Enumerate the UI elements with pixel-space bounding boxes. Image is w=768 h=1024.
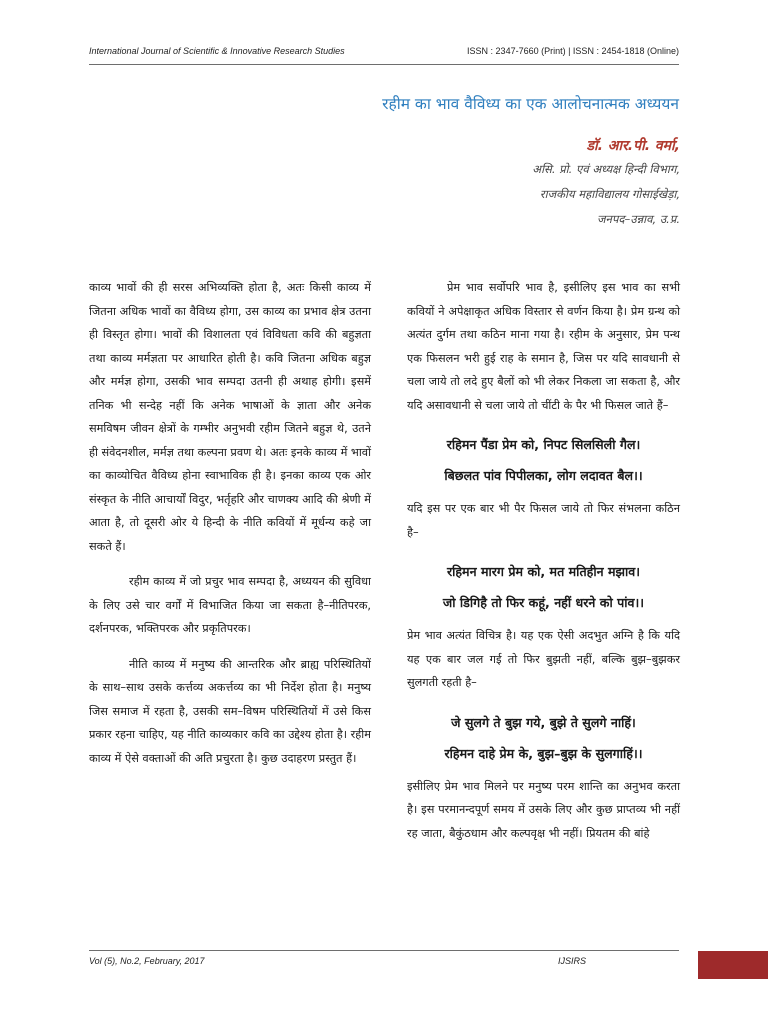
journal-name: International Journal of Scientific & Innovative Research Studies	[89, 46, 345, 56]
verse-line: रहिमन पैंडा प्रेम को, निपट सिलसिली गैल।	[446, 437, 641, 452]
author-affiliation-line: राजकीय महाविद्यालय गोसाईखेड़ा,	[539, 187, 680, 201]
footer-rule	[89, 950, 679, 951]
footer-color-bar	[698, 951, 768, 979]
verse-line: रहिमन मारग प्रेम को, मत मतिहीन मझाव।	[446, 564, 641, 579]
author-affiliation-line: असि. प्रो. एवं अध्यक्ष हिन्दी विभाग,	[532, 162, 680, 176]
body-paragraph: प्रेम भाव सर्वोपरि भाव है, इसीलिए इस भाव का सभी कवियों ने अपेक्षाकृत अधिक विस्तार से वर्णन किया है। प्रेम ग्रन्थ को अत्यंत दुर्गम तथा कठिन माना गया है। रहीम के अनुसार, प्रेम पन्थ एक फिसलन भरी हुई राह के समान है, जिस पर यदि सावधानी से चला जाये तो लदे हुए बैलों को भी लेकर निकला जा सकता है, और यदि असावधानी से चला जाये तो चींटी के पैर भी फिसल जाते हैं–	[407, 281, 680, 412]
verse-line: जो डिगिहै तो फिर कहूं, नहीं धरने को पांव।।	[442, 595, 645, 610]
header-rule	[89, 64, 679, 65]
article-title: रहीम का भाव वैविध्य का एक आलोचनात्मक अध्ययन	[382, 95, 679, 113]
author-affiliation-line: जनपद–उन्नाव, उ.प्र.	[596, 212, 680, 226]
body-paragraph: यदि इस पर एक बार भी पैर फिसल जाये तो फिर संभलना कठिन है–	[407, 502, 680, 539]
verse-line: रहिमन दाहे प्रेम के, बुझ–बुझ के सुलगाहिं।।	[444, 745, 643, 761]
body-paragraph: प्रेम भाव अत्यंत विचित्र है। यह एक ऐसी अदभुत अग्नि है कि यदि यह एक बार जल गई तो फिर बुझती नहीं, बल्कि बुझ–बुझकर सुलगती रहती है–	[407, 629, 680, 689]
right-column	[407, 276, 680, 857]
body-paragraph: इसीलिए प्रेम भाव मिलने पर मनुष्य परम शान्ति का अनुभव करता है। इस परमानन्दपूर्ण समय में उसके लिए और कुछ प्राप्तव्य भी नहीं रह जाता, बैकुंठधाम और कल्पवृक्ष भी नहीं। प्रियतम की बांहे	[407, 779, 680, 840]
left-column	[89, 276, 371, 782]
body-paragraph: नीति काव्य में मनुष्य की आन्तरिक और ब्राह्य परिस्थितियों के साथ–साथ उसके कर्त्तव्य अकर्त्तव्य का भी निर्देश होता है। मनुष्य जिस समाज में रहता है, उसकी सम–विषम परिस्थितियों में उसे किस प्रकार रहना चाहिए, यह नीति काव्यकार कवि का उद्देश्य होता है। रहीम काव्य में ऐसे वक्ताओं की अति प्रचुरता है। कुछ उदाहरण प्रस्तुत हैं।	[89, 657, 371, 765]
verse-line: बिछलत पांव पिपीलका, लोग लदावत बैल।।	[444, 468, 643, 483]
author-name: डॉ. आर.पी. वर्मा,	[586, 138, 680, 154]
verse-couplet	[407, 707, 680, 769]
issn-info: ISSN : 2347-7660 (Print) | ISSN : 2454-1818 (Online)	[467, 46, 679, 56]
verse-couplet	[407, 429, 680, 491]
verse-line: जे सुलगे ते बुझ गये, बुझे ते सुलगे नाहिं।	[451, 714, 636, 730]
body-paragraph: काव्य भावों की ही सरस अभिव्यक्ति होता है, अतः किसी काव्य में जितना अधिक भावों का वैविध्य होगा, उस काव्य का प्रभाव क्षेत्र उतना ही विस्तृत होगा। भावों की विशालता एवं विविधता कवि की बहुज्ञता तथा काव्य मर्मज्ञता पर आधारित होती है। कवि जितना अधिक बहुज्ञ और मर्मज्ञ होगा, उसकी भाव सम्पदा उतनी ही अथाह होगी। इसमें तनिक भी सन्देह नहीं कि अनेक भाषाओं के ज्ञाता और अनेक समविषम जीवन क्षेत्रों के गम्भीर अनुभवी रहीम जितने बहुज्ञ थे, उतने ही संवेदनशील, मर्मज्ञ तथा कल्पना प्रवण थे। अतः इनके काव्य में भावों का काव्योचित वैविध्य होना स्वाभाविक ही है। इनका काव्य एक ओर संस्कृत के नीति आचार्यों विदुर, भर्तृहरि और चाणक्य आदि की श्रेणी में आता है, तो दूसरी ओर ये हिन्दी के नीति कवियों में मूर्धन्य कहे जा सकते हैं।	[89, 281, 372, 553]
running-header	[89, 46, 679, 60]
volume-info: Vol (5), No.2, February, 2017	[89, 956, 205, 966]
verse-couplet	[407, 556, 680, 618]
body-paragraph: रहीम काव्य में जो प्रचुर भाव सम्पदा है, अध्ययन की सुविधा के लिए उसे चार वर्गों में विभाजित किया जा सकता है–नीतिपरक, दर्शनपरक, भक्तिपरक और प्रकृतिपरक।	[89, 575, 371, 635]
journal-abbreviation: IJSIRS	[558, 956, 587, 966]
